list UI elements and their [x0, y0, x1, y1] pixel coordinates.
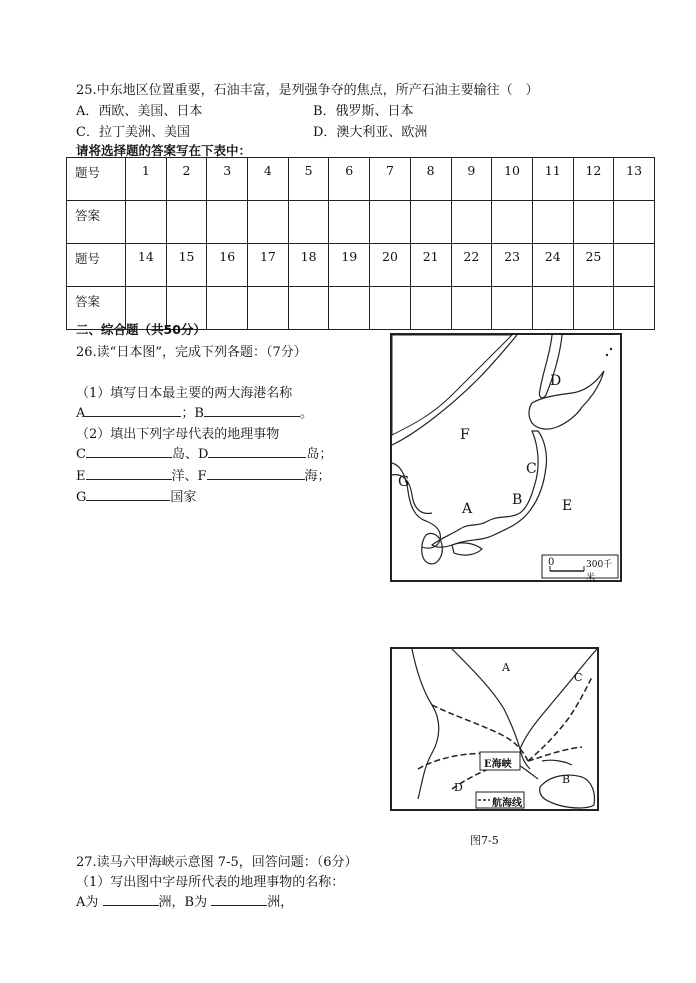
map-label-g: G [398, 474, 410, 490]
q26-part2-line2 [76, 465, 331, 484]
q26-part2: （2）填出下列字母代表的地理事物 [76, 427, 280, 442]
scale-text: 300千米 [586, 560, 613, 583]
figure-caption: 图7-5 [470, 834, 499, 847]
q25-option-b: B．俄罗斯、日本 [313, 104, 414, 119]
blank-e[interactable] [86, 465, 172, 480]
label-g: G [76, 490, 87, 505]
question-number: 17 [248, 244, 289, 287]
question-number: 13 [614, 158, 655, 201]
answer-cell[interactable] [573, 201, 614, 244]
blank-b[interactable] [211, 891, 267, 906]
q26-part1-blanks [76, 402, 313, 421]
q26-part1: （1）填写日本最主要的两大海港名称 [76, 386, 293, 401]
suffix: 岛； [306, 447, 333, 462]
scale-zero: 0 [548, 557, 555, 568]
question-number: 5 [288, 158, 329, 201]
blank-a[interactable] [85, 402, 181, 417]
q26-part2-line1 [76, 443, 332, 462]
question-number: 10 [492, 158, 533, 201]
question-number [614, 244, 655, 287]
answer-cell[interactable] [329, 287, 370, 330]
strait-label: E海峡 [484, 759, 512, 770]
blank-b[interactable] [204, 402, 300, 417]
punct: 。 [299, 406, 313, 421]
question-number: 2 [166, 158, 207, 201]
answer-cell[interactable] [451, 287, 492, 330]
question-number: 23 [492, 244, 533, 287]
blank-g[interactable] [86, 486, 170, 501]
label-b: 洲，B为 [158, 895, 208, 910]
japan-map [390, 333, 622, 582]
label-b: ；B [181, 406, 204, 421]
header-label: 题号 [67, 244, 126, 287]
blank-c[interactable] [86, 443, 172, 458]
answer-cell[interactable] [288, 201, 329, 244]
q27-stem: 27.读马六甲海峡示意图 7-5，回答问题：（6分） [76, 855, 358, 870]
table-row-numbers-1 [67, 158, 655, 201]
label-f: 洋、F [171, 469, 207, 484]
section-title: 二、综合题（共50分） [76, 322, 206, 337]
answer-table-instruction: 请将选择题的答案写在下表中： [76, 143, 252, 158]
answer-cell[interactable] [248, 201, 289, 244]
question-number: 25 [573, 244, 614, 287]
answer-cell[interactable] [207, 287, 248, 330]
answer-cell[interactable] [573, 287, 614, 330]
suffix: 海； [304, 469, 331, 484]
answer-table [66, 157, 655, 330]
answer-cell[interactable] [614, 201, 655, 244]
question-number: 14 [126, 244, 167, 287]
q26-part2-line3 [76, 486, 196, 505]
question-number: 4 [248, 158, 289, 201]
map-label-d: D [550, 373, 562, 389]
label-d: 岛、D [171, 447, 209, 462]
map-label-e: E [562, 498, 573, 514]
question-number: 16 [207, 244, 248, 287]
map-label-c: C [526, 461, 537, 477]
answer-cell[interactable] [288, 287, 329, 330]
q25-option-d: D．澳大利亚、欧洲 [313, 125, 428, 140]
suffix: 洲， [267, 895, 294, 910]
question-number: 7 [370, 158, 411, 201]
blank-d[interactable] [208, 443, 306, 458]
q25-option-c: C．拉丁美洲、美国 [76, 125, 190, 140]
blank-a[interactable] [103, 891, 159, 906]
answer-cell[interactable] [126, 201, 167, 244]
question-number: 8 [410, 158, 451, 201]
question-number: 1 [126, 158, 167, 201]
question-number: 9 [451, 158, 492, 201]
answer-cell[interactable] [532, 201, 573, 244]
answer-cell[interactable] [492, 287, 533, 330]
question-number: 6 [329, 158, 370, 201]
q27-part1: （1）写出图中字母所代表的地理事物的名称： [76, 875, 345, 890]
question-number: 18 [288, 244, 329, 287]
map-label-f: F [460, 427, 470, 443]
route-label: 航海线 [492, 798, 522, 809]
answer-cell[interactable] [410, 201, 451, 244]
malacca-label-b: B [562, 773, 571, 786]
map-label-a: A [462, 501, 473, 517]
question-number: 12 [573, 158, 614, 201]
question-number: 3 [207, 158, 248, 201]
answer-cell[interactable] [166, 201, 207, 244]
question-number: 11 [532, 158, 573, 201]
label-a: A [76, 406, 86, 421]
answer-cell[interactable] [329, 201, 370, 244]
malacca-map [390, 647, 599, 811]
table-row-answers-1 [67, 201, 655, 244]
answer-label: 答案 [67, 287, 126, 330]
answer-label: 答案 [67, 201, 126, 244]
answer-cell[interactable] [370, 287, 411, 330]
answer-cell[interactable] [614, 287, 655, 330]
question-number: 24 [532, 244, 573, 287]
japan-map-graphic [392, 335, 620, 580]
q27-blanks [76, 891, 293, 910]
question-number: 22 [451, 244, 492, 287]
label-e: E [76, 469, 86, 484]
q25-stem: 25.中东地区位置重要，石油丰富，是列强争夺的焦点，所产石油主要输往（ ） [76, 83, 539, 98]
answer-cell[interactable] [248, 287, 289, 330]
table-row-numbers-2 [67, 244, 655, 287]
question-number: 15 [166, 244, 207, 287]
malacca-label-d: D [454, 781, 463, 794]
question-number: 19 [329, 244, 370, 287]
malacca-label-a: A [502, 661, 510, 674]
header-label: 题号 [67, 158, 126, 201]
blank-f[interactable] [207, 465, 305, 480]
suffix: 国家 [170, 490, 197, 505]
answer-cell[interactable] [207, 201, 248, 244]
label-a: A为 [76, 895, 99, 910]
answer-cell[interactable] [451, 201, 492, 244]
answer-cell[interactable] [492, 201, 533, 244]
answer-cell[interactable] [532, 287, 573, 330]
malacca-label-c: C [574, 671, 583, 684]
label-c: C [76, 447, 86, 462]
q25-option-a: A．西欧、美国、日本 [76, 104, 203, 119]
map-label-b: B [512, 492, 523, 508]
answer-cell[interactable] [370, 201, 411, 244]
q26-stem: 26.读“日本图”，完成下列各题：（7分） [76, 345, 307, 360]
answer-cell[interactable] [410, 287, 451, 330]
question-number: 21 [410, 244, 451, 287]
question-number: 20 [370, 244, 411, 287]
